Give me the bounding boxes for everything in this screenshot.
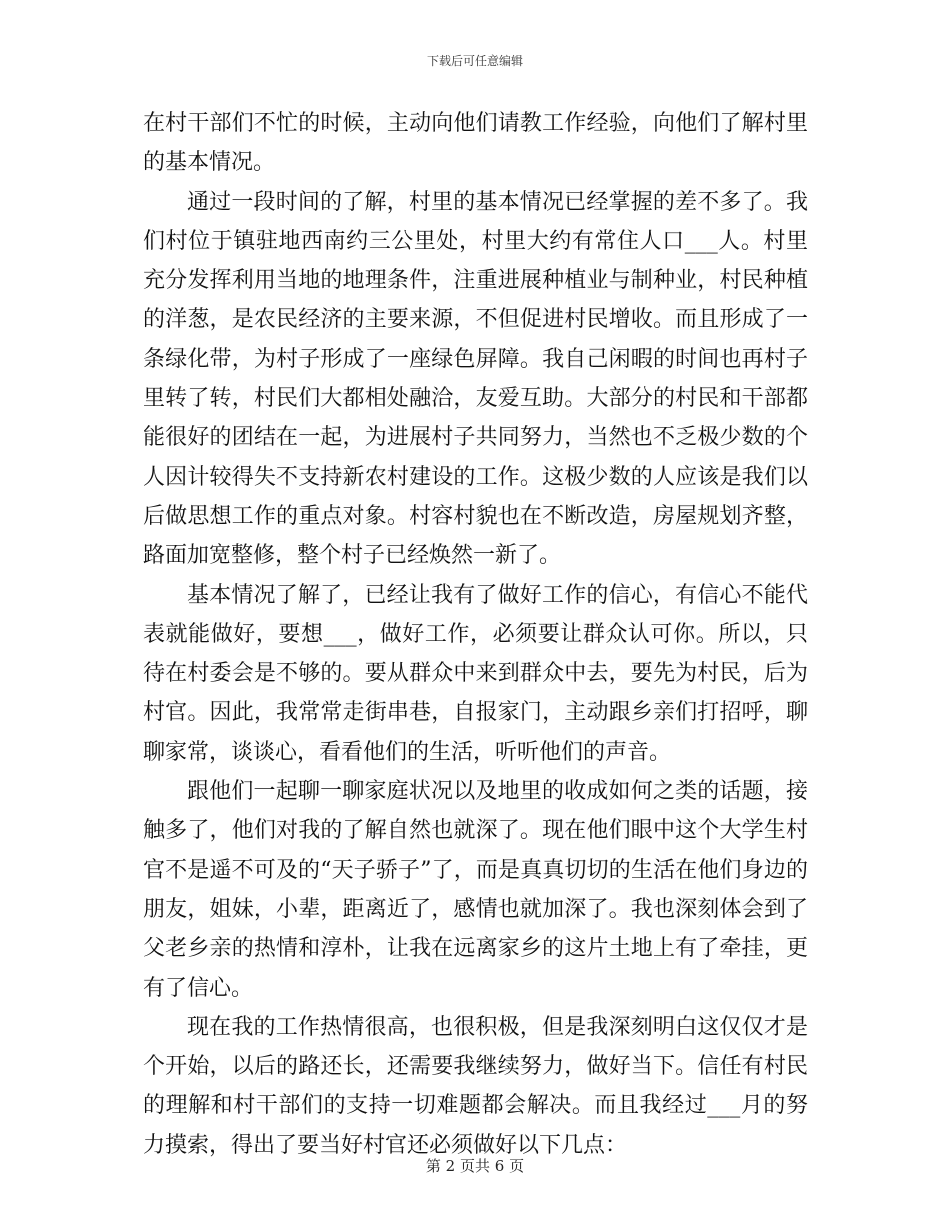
paragraph: 跟他们一起聊一聊家庭状况以及地里的收成如何之类的话题，接触多了，他们对我的了解自然也就深了。现在他们眼中这个大学生村官不是遥不可及的“天子骄子”了，而是真真切切的生活在他们身边的朋友，姐妹，小辈，距离近了，感情也就加深了。我也深刻体会到了父老乡亲的热情和淳朴，让我在远离家乡的这片土地上有了牵挂，更有了信心。 — [143, 779, 808, 1001]
paragraph: 通过一段时间的了解，村里的基本情况已经掌握的差不多了。我们村位于镇驻地西南约三公里处，村里大约有常住人口___人。村里充分发挥利用当地的地理条件，注重进展种植业与制种业，村民种植的洋葱，是农民经济的主要来源，不但促进村民增收。而且形成了一条绿化带，为村子形成了一座绿色屏障。我自己闲暇的时间也再村子里转了转，村民们大都相处融洽，友爱互助。大部分的村民和干部都能很好的团结在一起，为进展村子共同努力，当然也不乏极少数的个人因计较得失不支持新农村建设的工作。这极少数的人应该是我们以后做思想工作的重点对象。村容村貌也在不断改造，房屋规划齐整，路面加宽整修，整个村子已经焕然一新了。 — [143, 189, 808, 569]
paragraph: 基本情况了解了，已经让我有了做好工作的信心，有信心不能代表就能做好，要想___，做好工作，必须要让群众认可你。所以，只待在村委会是不够的。要从群众中来到群众中去，要先为村民，后为村官。因此，我常常走街串巷，自报家门，主动跟乡亲们打招呼，聊聊家常，谈谈心，看看他们的生活，听听他们的声音。 — [143, 582, 808, 765]
body-text — [143, 104, 808, 1165]
paragraph: 现在我的工作热情很高，也很积极，但是我深刻明白这仅仅才是个开始，以后的路还长，还需要我继续努力，做好当下。信任有村民的理解和村干部们的支持一切难题都会解决。而且我经过___月的努力摸索，得出了要当好村官还必须做好以下几点： — [143, 1014, 808, 1158]
paragraph: 在村干部们不忙的时候，主动向他们请教工作经验，向他们了解村里的基本情况。 — [143, 111, 808, 176]
page-header: 下载后可任意编辑 — [426, 54, 523, 68]
page-footer: 第 2 页共 6 页 — [425, 1157, 525, 1175]
